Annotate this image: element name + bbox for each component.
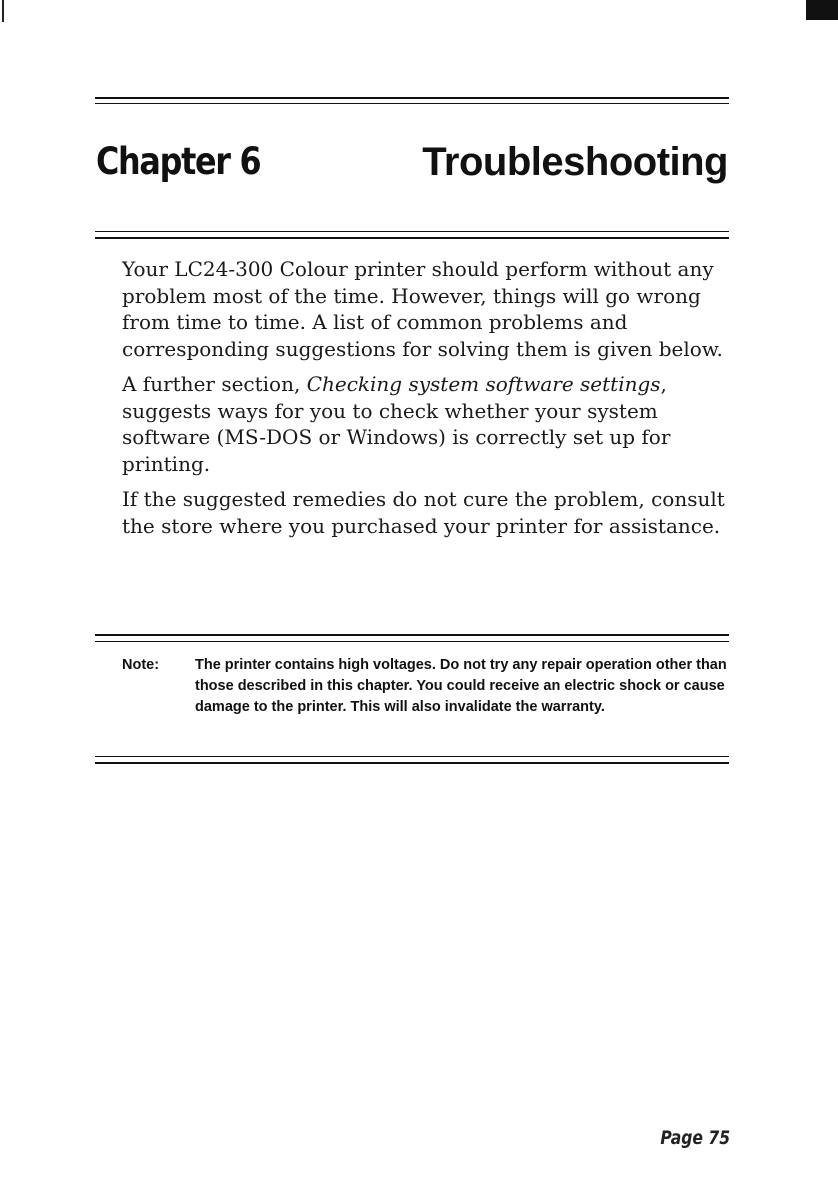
page-number: Page 75 <box>660 1127 730 1149</box>
scan-corner-mark <box>806 0 838 20</box>
intro-paragraph: Your LC24-300 Colour printer should perform without any problem most of the time. However, things will go wrong from time to time. A list of common problems and corresponding suggestions for solving them is given below. <box>122 257 723 361</box>
paragraph-text: A further section, <box>122 372 307 396</box>
note-rule-bottom <box>95 762 729 764</box>
header-rule-bottom-thin <box>95 231 729 232</box>
header-rule-top-thin <box>95 103 729 104</box>
paragraph-text: , suggests ways for you to check whether your system software (MS-DOS or Windows) is correctly set up for printing. <box>122 372 671 476</box>
software-settings-paragraph <box>122 371 732 477</box>
chapter-title: Troubleshooting <box>422 140 728 184</box>
note-rule-bottom-thin <box>95 756 729 757</box>
assistance-paragraph: If the suggested remedies do not cure the problem, consult the store where you purchased your printer for assistance. <box>122 487 725 538</box>
note-label: Note: <box>122 657 160 673</box>
intro-body <box>122 256 732 548</box>
header-rule-bottom <box>95 237 729 239</box>
section-reference: Checking system software settings <box>306 372 661 396</box>
note-rule-top-thin <box>95 641 729 642</box>
chapter-label: Chapter 6 <box>96 140 261 183</box>
note-rule-top <box>95 634 729 636</box>
scan-edge-mark <box>2 0 4 22</box>
note-text: The printer contains high voltages. Do not try any repair operation other than those described in this chapter. You could receive an electric shock or cause damage to the printer. This will also invalidate the warranty. <box>195 657 727 715</box>
header-rule-top <box>95 97 729 99</box>
